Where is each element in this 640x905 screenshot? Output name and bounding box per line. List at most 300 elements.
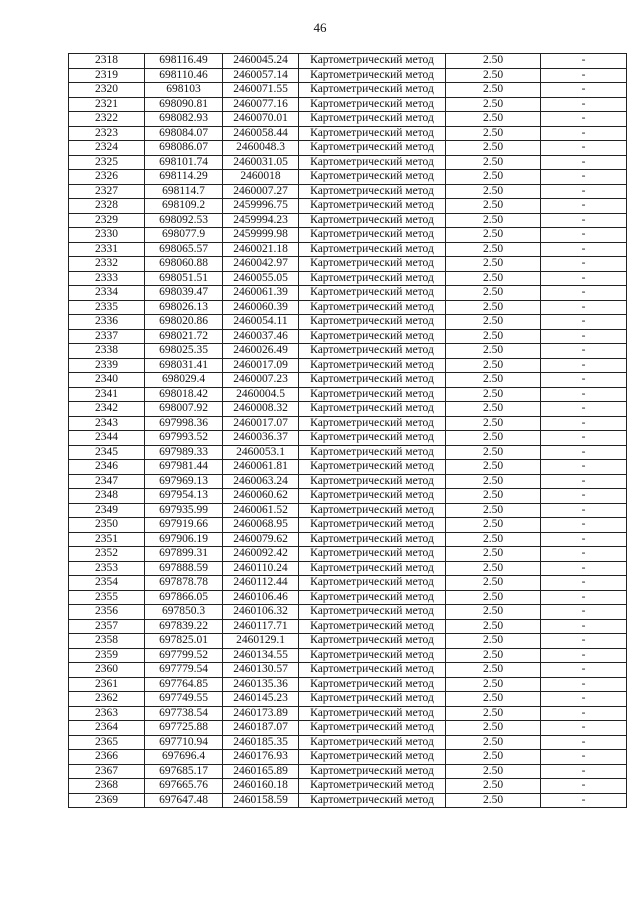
point-number-cell: 2332 xyxy=(69,257,145,272)
x-coordinate-cell: 698051.51 xyxy=(145,271,223,286)
accuracy-cell: 2.50 xyxy=(446,779,541,794)
table-row xyxy=(69,532,627,547)
method-cell: Картометрический метод xyxy=(299,402,446,417)
accuracy-cell: 2.50 xyxy=(446,460,541,475)
x-coordinate-cell: 698007.92 xyxy=(145,402,223,417)
x-coordinate-cell: 697850.3 xyxy=(145,605,223,620)
table-row xyxy=(69,228,627,243)
table-row xyxy=(69,358,627,373)
x-coordinate-cell: 698110.46 xyxy=(145,68,223,83)
point-number-cell: 2365 xyxy=(69,735,145,750)
accuracy-cell: 2.50 xyxy=(446,605,541,620)
method-cell: Картометрический метод xyxy=(299,735,446,750)
x-coordinate-cell: 697749.55 xyxy=(145,692,223,707)
point-number-cell: 2338 xyxy=(69,344,145,359)
table-row xyxy=(69,68,627,83)
y-coordinate-cell: 2460135.36 xyxy=(223,677,299,692)
description-cell: - xyxy=(541,329,627,344)
accuracy-cell: 2.50 xyxy=(446,54,541,69)
point-number-cell: 2336 xyxy=(69,315,145,330)
x-coordinate-cell: 697738.54 xyxy=(145,706,223,721)
x-coordinate-cell: 697906.19 xyxy=(145,532,223,547)
description-cell: - xyxy=(541,141,627,156)
y-coordinate-cell: 2460007.27 xyxy=(223,184,299,199)
accuracy-cell: 2.50 xyxy=(446,97,541,112)
description-cell: - xyxy=(541,706,627,721)
accuracy-cell: 2.50 xyxy=(446,271,541,286)
table-row xyxy=(69,184,627,199)
point-number-cell: 2348 xyxy=(69,489,145,504)
method-cell: Картометрический метод xyxy=(299,141,446,156)
table-row xyxy=(69,735,627,750)
table-row xyxy=(69,503,627,518)
point-number-cell: 2350 xyxy=(69,518,145,533)
accuracy-cell: 2.50 xyxy=(446,663,541,678)
point-number-cell: 2319 xyxy=(69,68,145,83)
accuracy-cell: 2.50 xyxy=(446,68,541,83)
table-row xyxy=(69,155,627,170)
point-number-cell: 2359 xyxy=(69,648,145,663)
table-row xyxy=(69,605,627,620)
accuracy-cell: 2.50 xyxy=(446,329,541,344)
method-cell: Картометрический метод xyxy=(299,474,446,489)
method-cell: Картометрический метод xyxy=(299,68,446,83)
accuracy-cell: 2.50 xyxy=(446,286,541,301)
y-coordinate-cell: 2459996.75 xyxy=(223,199,299,214)
method-cell: Картометрический метод xyxy=(299,228,446,243)
y-coordinate-cell: 2460145.23 xyxy=(223,692,299,707)
accuracy-cell: 2.50 xyxy=(446,257,541,272)
method-cell: Картометрический метод xyxy=(299,329,446,344)
method-cell: Картометрический метод xyxy=(299,634,446,649)
y-coordinate-cell: 2460048.3 xyxy=(223,141,299,156)
x-coordinate-cell: 697779.54 xyxy=(145,663,223,678)
description-cell: - xyxy=(541,590,627,605)
table-row xyxy=(69,677,627,692)
point-number-cell: 2334 xyxy=(69,286,145,301)
description-cell: - xyxy=(541,576,627,591)
accuracy-cell: 2.50 xyxy=(446,547,541,562)
table-row xyxy=(69,344,627,359)
x-coordinate-cell: 698086.07 xyxy=(145,141,223,156)
method-cell: Картометрический метод xyxy=(299,126,446,141)
method-cell: Картометрический метод xyxy=(299,793,446,808)
y-coordinate-cell: 2460071.55 xyxy=(223,83,299,98)
x-coordinate-cell: 697825.01 xyxy=(145,634,223,649)
point-number-cell: 2337 xyxy=(69,329,145,344)
x-coordinate-cell: 698114.7 xyxy=(145,184,223,199)
x-coordinate-cell: 698025.35 xyxy=(145,344,223,359)
description-cell: - xyxy=(541,242,627,257)
point-number-cell: 2354 xyxy=(69,576,145,591)
point-number-cell: 2352 xyxy=(69,547,145,562)
accuracy-cell: 2.50 xyxy=(446,416,541,431)
point-number-cell: 2344 xyxy=(69,431,145,446)
y-coordinate-cell: 2460134.55 xyxy=(223,648,299,663)
description-cell: - xyxy=(541,460,627,475)
description-cell: - xyxy=(541,532,627,547)
description-cell: - xyxy=(541,561,627,576)
y-coordinate-cell: 2460068.95 xyxy=(223,518,299,533)
x-coordinate-cell: 697839.22 xyxy=(145,619,223,634)
method-cell: Картометрический метод xyxy=(299,344,446,359)
accuracy-cell: 2.50 xyxy=(446,634,541,649)
method-cell: Картометрический метод xyxy=(299,518,446,533)
table-row xyxy=(69,300,627,315)
method-cell: Картометрический метод xyxy=(299,387,446,402)
description-cell: - xyxy=(541,547,627,562)
point-number-cell: 2335 xyxy=(69,300,145,315)
point-number-cell: 2343 xyxy=(69,416,145,431)
description-cell: - xyxy=(541,199,627,214)
description-cell: - xyxy=(541,518,627,533)
method-cell: Картометрический метод xyxy=(299,213,446,228)
table-row xyxy=(69,474,627,489)
description-cell: - xyxy=(541,300,627,315)
description-cell: - xyxy=(541,445,627,460)
table-row xyxy=(69,721,627,736)
accuracy-cell: 2.50 xyxy=(446,402,541,417)
method-cell: Картометрический метод xyxy=(299,648,446,663)
point-number-cell: 2325 xyxy=(69,155,145,170)
table-row xyxy=(69,83,627,98)
table-row xyxy=(69,634,627,649)
method-cell: Картометрический метод xyxy=(299,692,446,707)
x-coordinate-cell: 697888.59 xyxy=(145,561,223,576)
accuracy-cell: 2.50 xyxy=(446,373,541,388)
method-cell: Картометрический метод xyxy=(299,54,446,69)
y-coordinate-cell: 2460004.5 xyxy=(223,387,299,402)
coordinates-table-body xyxy=(69,54,627,808)
point-number-cell: 2318 xyxy=(69,54,145,69)
description-cell: - xyxy=(541,315,627,330)
point-number-cell: 2362 xyxy=(69,692,145,707)
accuracy-cell: 2.50 xyxy=(446,300,541,315)
point-number-cell: 2369 xyxy=(69,793,145,808)
x-coordinate-cell: 697981.44 xyxy=(145,460,223,475)
x-coordinate-cell: 698101.74 xyxy=(145,155,223,170)
x-coordinate-cell: 697685.17 xyxy=(145,764,223,779)
description-cell: - xyxy=(541,68,627,83)
x-coordinate-cell: 697878.78 xyxy=(145,576,223,591)
description-cell: - xyxy=(541,764,627,779)
table-row xyxy=(69,402,627,417)
description-cell: - xyxy=(541,431,627,446)
x-coordinate-cell: 698065.57 xyxy=(145,242,223,257)
table-row xyxy=(69,416,627,431)
y-coordinate-cell: 2460061.52 xyxy=(223,503,299,518)
accuracy-cell: 2.50 xyxy=(446,112,541,127)
accuracy-cell: 2.50 xyxy=(446,83,541,98)
y-coordinate-cell: 2459994.23 xyxy=(223,213,299,228)
table-row xyxy=(69,97,627,112)
table-row xyxy=(69,141,627,156)
y-coordinate-cell: 2460077.16 xyxy=(223,97,299,112)
description-cell: - xyxy=(541,344,627,359)
point-number-cell: 2356 xyxy=(69,605,145,620)
method-cell: Картометрический метод xyxy=(299,605,446,620)
point-number-cell: 2353 xyxy=(69,561,145,576)
method-cell: Картометрический метод xyxy=(299,503,446,518)
method-cell: Картометрический метод xyxy=(299,750,446,765)
y-coordinate-cell: 2460018 xyxy=(223,170,299,185)
y-coordinate-cell: 2460117.71 xyxy=(223,619,299,634)
method-cell: Картометрический метод xyxy=(299,112,446,127)
description-cell: - xyxy=(541,793,627,808)
table-row xyxy=(69,431,627,446)
description-cell: - xyxy=(541,387,627,402)
y-coordinate-cell: 2460008.32 xyxy=(223,402,299,417)
accuracy-cell: 2.50 xyxy=(446,199,541,214)
y-coordinate-cell: 2460185.35 xyxy=(223,735,299,750)
method-cell: Картометрический метод xyxy=(299,416,446,431)
x-coordinate-cell: 697993.52 xyxy=(145,431,223,446)
method-cell: Картометрический метод xyxy=(299,764,446,779)
point-number-cell: 2349 xyxy=(69,503,145,518)
x-coordinate-cell: 698090.81 xyxy=(145,97,223,112)
description-cell: - xyxy=(541,692,627,707)
table-row xyxy=(69,518,627,533)
description-cell: - xyxy=(541,170,627,185)
description-cell: - xyxy=(541,663,627,678)
y-coordinate-cell: 2460187.07 xyxy=(223,721,299,736)
method-cell: Картометрический метод xyxy=(299,489,446,504)
point-number-cell: 2340 xyxy=(69,373,145,388)
y-coordinate-cell: 2460036.37 xyxy=(223,431,299,446)
accuracy-cell: 2.50 xyxy=(446,126,541,141)
table-row xyxy=(69,329,627,344)
y-coordinate-cell: 2460158.59 xyxy=(223,793,299,808)
description-cell: - xyxy=(541,83,627,98)
point-number-cell: 2326 xyxy=(69,170,145,185)
x-coordinate-cell: 697899.31 xyxy=(145,547,223,562)
y-coordinate-cell: 2460054.11 xyxy=(223,315,299,330)
accuracy-cell: 2.50 xyxy=(446,445,541,460)
accuracy-cell: 2.50 xyxy=(446,590,541,605)
accuracy-cell: 2.50 xyxy=(446,677,541,692)
x-coordinate-cell: 697935.99 xyxy=(145,503,223,518)
table-row xyxy=(69,460,627,475)
table-row xyxy=(69,54,627,69)
point-number-cell: 2357 xyxy=(69,619,145,634)
table-row xyxy=(69,387,627,402)
accuracy-cell: 2.50 xyxy=(446,315,541,330)
table-row xyxy=(69,242,627,257)
accuracy-cell: 2.50 xyxy=(446,648,541,663)
description-cell: - xyxy=(541,605,627,620)
table-row xyxy=(69,213,627,228)
y-coordinate-cell: 2460129.1 xyxy=(223,634,299,649)
x-coordinate-cell: 698092.53 xyxy=(145,213,223,228)
point-number-cell: 2358 xyxy=(69,634,145,649)
table-row xyxy=(69,793,627,808)
accuracy-cell: 2.50 xyxy=(446,518,541,533)
y-coordinate-cell: 2460063.24 xyxy=(223,474,299,489)
accuracy-cell: 2.50 xyxy=(446,706,541,721)
accuracy-cell: 2.50 xyxy=(446,431,541,446)
x-coordinate-cell: 697665.76 xyxy=(145,779,223,794)
description-cell: - xyxy=(541,489,627,504)
method-cell: Картометрический метод xyxy=(299,460,446,475)
description-cell: - xyxy=(541,750,627,765)
x-coordinate-cell: 698029.4 xyxy=(145,373,223,388)
method-cell: Картометрический метод xyxy=(299,170,446,185)
y-coordinate-cell: 2460058.44 xyxy=(223,126,299,141)
page-number: 46 xyxy=(313,20,327,35)
point-number-cell: 2367 xyxy=(69,764,145,779)
table-row xyxy=(69,373,627,388)
point-number-cell: 2355 xyxy=(69,590,145,605)
y-coordinate-cell: 2460110.24 xyxy=(223,561,299,576)
point-number-cell: 2329 xyxy=(69,213,145,228)
description-cell: - xyxy=(541,54,627,69)
accuracy-cell: 2.50 xyxy=(446,155,541,170)
point-number-cell: 2331 xyxy=(69,242,145,257)
y-coordinate-cell: 2460031.05 xyxy=(223,155,299,170)
y-coordinate-cell: 2460160.18 xyxy=(223,779,299,794)
x-coordinate-cell: 697954.13 xyxy=(145,489,223,504)
y-coordinate-cell: 2460106.46 xyxy=(223,590,299,605)
x-coordinate-cell: 698060.88 xyxy=(145,257,223,272)
method-cell: Картометрический метод xyxy=(299,97,446,112)
y-coordinate-cell: 2460092.42 xyxy=(223,547,299,562)
x-coordinate-cell: 698109.2 xyxy=(145,199,223,214)
y-coordinate-cell: 2460037.46 xyxy=(223,329,299,344)
accuracy-cell: 2.50 xyxy=(446,170,541,185)
method-cell: Картометрический метод xyxy=(299,184,446,199)
accuracy-cell: 2.50 xyxy=(446,793,541,808)
accuracy-cell: 2.50 xyxy=(446,764,541,779)
method-cell: Картометрический метод xyxy=(299,286,446,301)
y-coordinate-cell: 2460130.57 xyxy=(223,663,299,678)
description-cell: - xyxy=(541,358,627,373)
method-cell: Картометрический метод xyxy=(299,721,446,736)
table-row xyxy=(69,590,627,605)
method-cell: Картометрический метод xyxy=(299,445,446,460)
point-number-cell: 2345 xyxy=(69,445,145,460)
point-number-cell: 2323 xyxy=(69,126,145,141)
x-coordinate-cell: 698082.93 xyxy=(145,112,223,127)
x-coordinate-cell: 697969.13 xyxy=(145,474,223,489)
x-coordinate-cell: 698103 xyxy=(145,83,223,98)
point-number-cell: 2333 xyxy=(69,271,145,286)
table-row xyxy=(69,199,627,214)
y-coordinate-cell: 2460060.39 xyxy=(223,300,299,315)
description-cell: - xyxy=(541,228,627,243)
description-cell: - xyxy=(541,184,627,199)
point-number-cell: 2364 xyxy=(69,721,145,736)
coordinates-table xyxy=(68,53,627,808)
description-cell: - xyxy=(541,213,627,228)
description-cell: - xyxy=(541,126,627,141)
y-coordinate-cell: 2460060.62 xyxy=(223,489,299,504)
table-row xyxy=(69,315,627,330)
method-cell: Картометрический метод xyxy=(299,779,446,794)
description-cell: - xyxy=(541,271,627,286)
point-number-cell: 2366 xyxy=(69,750,145,765)
y-coordinate-cell: 2460007.23 xyxy=(223,373,299,388)
method-cell: Картометрический метод xyxy=(299,242,446,257)
x-coordinate-cell: 698084.07 xyxy=(145,126,223,141)
accuracy-cell: 2.50 xyxy=(446,576,541,591)
table-row xyxy=(69,561,627,576)
accuracy-cell: 2.50 xyxy=(446,561,541,576)
table-row xyxy=(69,112,627,127)
y-coordinate-cell: 2460061.81 xyxy=(223,460,299,475)
table-row xyxy=(69,779,627,794)
x-coordinate-cell: 697919.66 xyxy=(145,518,223,533)
table-row xyxy=(69,257,627,272)
point-number-cell: 2351 xyxy=(69,532,145,547)
y-coordinate-cell: 2460021.18 xyxy=(223,242,299,257)
method-cell: Картометрический метод xyxy=(299,706,446,721)
y-coordinate-cell: 2460055.05 xyxy=(223,271,299,286)
accuracy-cell: 2.50 xyxy=(446,735,541,750)
y-coordinate-cell: 2460045.24 xyxy=(223,54,299,69)
description-cell: - xyxy=(541,503,627,518)
description-cell: - xyxy=(541,721,627,736)
table-row xyxy=(69,750,627,765)
accuracy-cell: 2.50 xyxy=(446,721,541,736)
accuracy-cell: 2.50 xyxy=(446,489,541,504)
y-coordinate-cell: 2460042.97 xyxy=(223,257,299,272)
method-cell: Картометрический метод xyxy=(299,300,446,315)
table-row xyxy=(69,547,627,562)
table-row xyxy=(69,170,627,185)
accuracy-cell: 2.50 xyxy=(446,750,541,765)
description-cell: - xyxy=(541,257,627,272)
method-cell: Картометрический метод xyxy=(299,619,446,634)
x-coordinate-cell: 697764.85 xyxy=(145,677,223,692)
y-coordinate-cell: 2460165.89 xyxy=(223,764,299,779)
description-cell: - xyxy=(541,112,627,127)
description-cell: - xyxy=(541,648,627,663)
x-coordinate-cell: 698020.86 xyxy=(145,315,223,330)
method-cell: Картометрический метод xyxy=(299,315,446,330)
x-coordinate-cell: 698116.49 xyxy=(145,54,223,69)
description-cell: - xyxy=(541,779,627,794)
x-coordinate-cell: 698031.41 xyxy=(145,358,223,373)
x-coordinate-cell: 698018.42 xyxy=(145,387,223,402)
method-cell: Картометрический метод xyxy=(299,431,446,446)
table-row xyxy=(69,648,627,663)
description-cell: - xyxy=(541,677,627,692)
accuracy-cell: 2.50 xyxy=(446,619,541,634)
y-coordinate-cell: 2460026.49 xyxy=(223,344,299,359)
method-cell: Картометрический метод xyxy=(299,677,446,692)
y-coordinate-cell: 2460061.39 xyxy=(223,286,299,301)
point-number-cell: 2320 xyxy=(69,83,145,98)
point-number-cell: 2360 xyxy=(69,663,145,678)
method-cell: Картометрический метод xyxy=(299,257,446,272)
method-cell: Картометрический метод xyxy=(299,199,446,214)
x-coordinate-cell: 697725.88 xyxy=(145,721,223,736)
point-number-cell: 2341 xyxy=(69,387,145,402)
table-row xyxy=(69,706,627,721)
y-coordinate-cell: 2460070.01 xyxy=(223,112,299,127)
x-coordinate-cell: 698021.72 xyxy=(145,329,223,344)
point-number-cell: 2347 xyxy=(69,474,145,489)
point-number-cell: 2328 xyxy=(69,199,145,214)
x-coordinate-cell: 697989.33 xyxy=(145,445,223,460)
x-coordinate-cell: 697696.4 xyxy=(145,750,223,765)
x-coordinate-cell: 697866.05 xyxy=(145,590,223,605)
y-coordinate-cell: 2460079.62 xyxy=(223,532,299,547)
y-coordinate-cell: 2460017.07 xyxy=(223,416,299,431)
accuracy-cell: 2.50 xyxy=(446,474,541,489)
table-row xyxy=(69,271,627,286)
table-row xyxy=(69,619,627,634)
